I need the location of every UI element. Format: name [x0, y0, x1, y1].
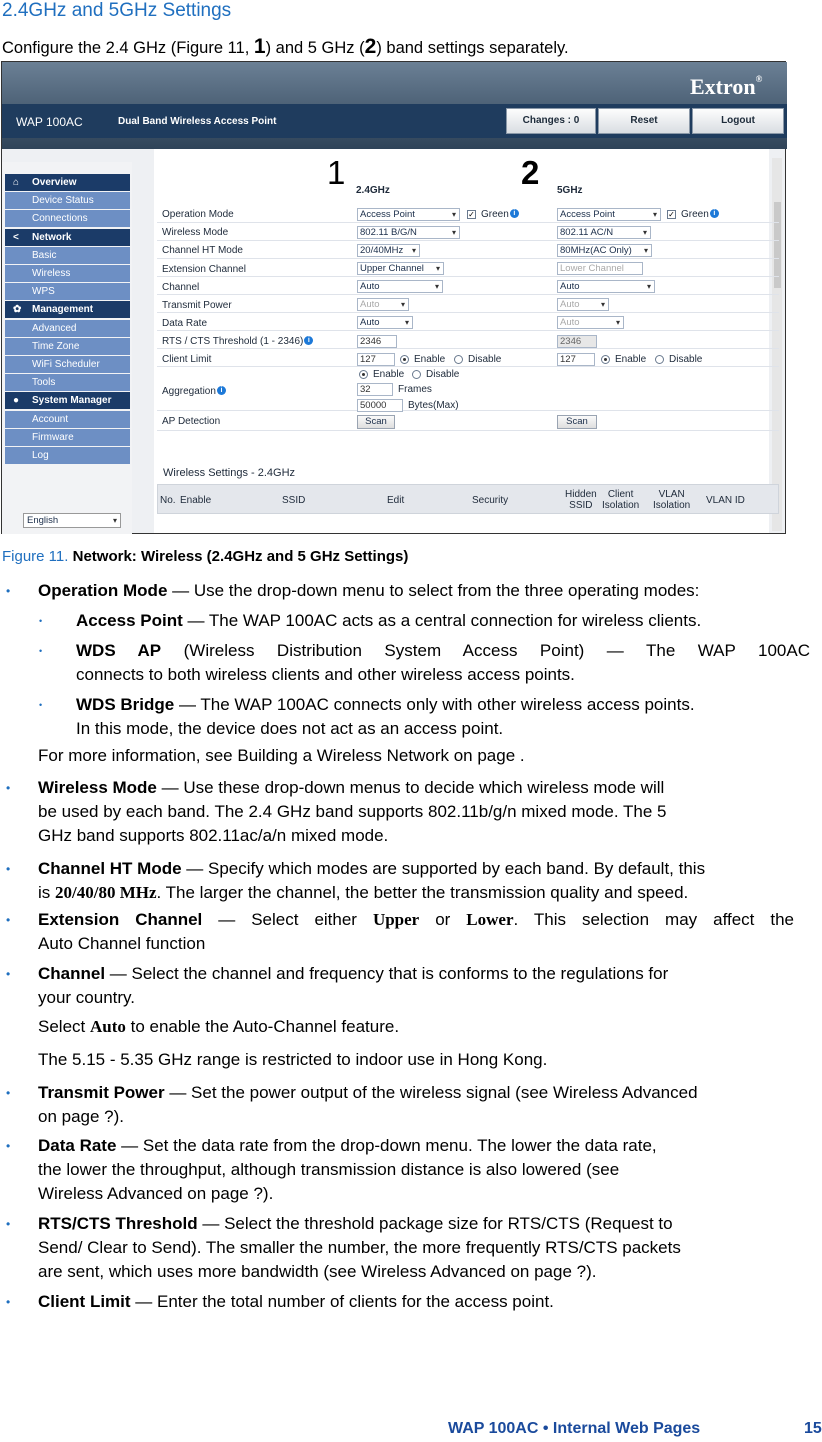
col-hidden-line2: SSID [569, 500, 593, 511]
sidebar-item[interactable] [5, 174, 130, 191]
client-limit-2g-input[interactable]: 127 [357, 353, 395, 366]
extension-channel-5g-select[interactable]: Lower Channel [557, 262, 643, 275]
col-vlan-isolation [653, 489, 690, 511]
label-channel: Channel [162, 282, 200, 293]
bullet-icon: • [6, 1295, 11, 1309]
client-limit-2g-disable-radio[interactable] [454, 355, 463, 364]
page-number: 15 [804, 1420, 822, 1437]
sidebar-item[interactable] [5, 265, 130, 282]
data-rate-2g-select[interactable]: Auto ▾ [357, 316, 413, 329]
option-upper: Upper [372, 910, 420, 929]
bullet-icon: • [6, 584, 11, 598]
text: Select [38, 1017, 90, 1036]
channel-line1 [38, 962, 820, 986]
extension-channel-line2: Auto Channel function [38, 934, 206, 953]
sidebar-item[interactable] [5, 356, 130, 373]
operation-mode-5g-select[interactable]: Access Point ▾ [557, 208, 661, 221]
sidebar-item-label: Wireless [32, 268, 71, 279]
bullet-icon: • [6, 913, 11, 927]
wireless-mode-5g-select[interactable]: 802.11 AC/N ▾ [557, 226, 651, 239]
figure-caption [2, 548, 408, 565]
sidebar-item-label: Time Zone [32, 340, 80, 352]
bullet-icon: • [6, 1217, 11, 1231]
info-icon[interactable]: i [217, 386, 226, 395]
col-client-isolation [602, 489, 639, 511]
rts-2g-input[interactable]: 2346 [357, 335, 397, 348]
band-marker-1: 1 [327, 154, 346, 191]
green-5g-checkbox[interactable]: ✓ [668, 210, 675, 219]
text: to enable the Auto-Channel feature. [125, 1017, 400, 1036]
client-limit-2g-disable-label: Disable [468, 354, 502, 365]
definition: — The WAP 100AC acts as a central connection for wireless clients. [182, 611, 702, 630]
transmit-power-2g-select[interactable]: Auto ▾ [357, 298, 409, 311]
intro-text-3: ) band settings separately. [376, 39, 569, 57]
hong-kong-note: The 5.15 - 5.35 GHz range is restricted to indoor use in Hong Kong. [38, 1050, 548, 1069]
col-client-line2: Isolation [602, 500, 640, 511]
row-divider [157, 330, 779, 331]
client-limit-5g-input[interactable]: 127 [557, 353, 595, 366]
sidebar-item[interactable] [5, 429, 130, 446]
sidebar-item-label: Account [32, 413, 69, 425]
sidebar-item-label: Basic [32, 249, 57, 261]
sidebar-item[interactable] [5, 210, 130, 227]
sidebar-item[interactable] [5, 447, 130, 464]
wireless-settings-title: Wireless Settings - 2.4GHz [163, 467, 296, 479]
bullet-icon: • [39, 616, 43, 626]
label-operation-mode: Operation Mode [162, 209, 234, 220]
scan-2g-button[interactable]: Scan [357, 415, 395, 429]
bullet-icon: • [6, 967, 11, 981]
col-vlan-line1: VLAN [658, 489, 685, 500]
caption-figure-number: Figure 11. [2, 548, 69, 565]
definition: — The WAP 100AC connects only with other wireless access points. [174, 695, 695, 714]
sidebar-item-label: Advanced [32, 322, 77, 334]
language-select[interactable]: English ▾ [23, 513, 121, 528]
term: Extension Channel [38, 910, 203, 929]
col-edit: Edit [387, 495, 405, 506]
data-rate-line3: Wireless Advanced on page ?). [38, 1184, 274, 1203]
label-aggregation-text: Aggregation [162, 386, 216, 397]
row-divider [157, 240, 779, 241]
wds-ap-line1 [76, 639, 810, 663]
product-name: WAP 100AC [16, 115, 83, 129]
term: Data Rate [38, 1136, 117, 1155]
intro-marker-2: 2 [364, 35, 377, 58]
green-2g-checkbox[interactable]: ✓ [468, 210, 475, 219]
client-limit-5g-enable-radio[interactable] [601, 355, 610, 364]
row-divider [157, 294, 779, 295]
text: or [419, 910, 467, 929]
sidebar-item[interactable] [5, 320, 130, 337]
row-divider [157, 410, 779, 411]
text: is [38, 883, 55, 902]
data-rate-line2: the lower the throughput, although transmission distance is also lowered (see [38, 1160, 620, 1179]
data-rate-5g-select[interactable]: Auto ▾ [557, 316, 624, 329]
sidebar-item[interactable] [5, 192, 130, 209]
bullet-icon: • [39, 700, 43, 710]
term: Channel HT Mode [38, 859, 182, 878]
gear-icon: ✿ [13, 304, 22, 316]
info-icon[interactable]: i [510, 209, 519, 218]
term: Access Point [76, 611, 183, 630]
sidebar-item[interactable] [5, 374, 130, 391]
label-rts-text: RTS / CTS Threshold (1 - 2346) [162, 336, 304, 347]
client-limit-2g-enable-radio[interactable] [400, 355, 409, 364]
sidebar-item-label: Firmware [32, 431, 74, 443]
more-info-text: For more information, see Building a Wireless Network on page . [38, 746, 525, 765]
sidebar-item[interactable] [5, 411, 130, 428]
label-data-rate: Data Rate [162, 318, 208, 329]
sidebar-item[interactable] [5, 229, 130, 246]
sidebar-item-label: Connections [32, 213, 88, 225]
footer-title: WAP 100AC • Internal Web Pages [448, 1420, 701, 1437]
row-divider [157, 312, 779, 313]
label-rts-threshold [162, 336, 313, 347]
sidebar-item-label: Log [32, 450, 49, 461]
sidebar-item[interactable] [5, 283, 130, 300]
sidebar-item-label: Device Status [32, 195, 94, 207]
info-icon[interactable]: i [710, 209, 719, 218]
home-icon: ⌂ [13, 177, 20, 188]
client-limit-5g-disable-radio[interactable] [655, 355, 664, 364]
sidebar-item-label: Network [32, 231, 72, 243]
data-rate-line1 [38, 1134, 820, 1158]
row-divider [157, 258, 779, 259]
aggregation-enable-label: Enable [373, 369, 405, 380]
bytes-unit-label: Bytes(Max) [408, 400, 459, 411]
col-no: No. [160, 495, 176, 506]
definition: — Select the channel and frequency that is conforms to the regulations for [105, 964, 669, 983]
client-limit-5g-enable-label: Enable [615, 354, 647, 365]
green-5g-label [681, 209, 719, 220]
wireless-mode-line1 [38, 776, 820, 800]
user-icon: ● [13, 395, 20, 407]
operation-mode-2g-select[interactable]: Access Point ▾ [357, 208, 460, 221]
channel-2g-select[interactable]: Auto ▾ [357, 280, 443, 293]
reset-button[interactable]: Reset [598, 108, 690, 134]
extension-channel-2g-select[interactable]: Upper Channel ▾ [357, 262, 444, 275]
bullet-icon: • [6, 1086, 11, 1100]
aggregation-disable-label: Disable [426, 369, 460, 380]
term: WDS Bridge [76, 695, 175, 714]
aggregation-disable-radio[interactable] [412, 370, 421, 379]
wireless-mode-2g-select[interactable]: 802.11 B/G/N ▾ [357, 226, 460, 239]
wireless-mode-line2: be used by each band. The 2.4 GHz band supports 802.11b/g/n mixed mode. The 5 [38, 802, 667, 821]
text: — Select either [202, 910, 373, 929]
row-divider [157, 366, 779, 367]
channel-ht-line2 [38, 881, 820, 905]
green-2g-text: Green [481, 209, 509, 220]
band-5g-header: 5GHz [557, 185, 583, 196]
bullet-icon: • [6, 781, 11, 795]
label-extension-channel: Extension Channel [162, 264, 246, 275]
definition: — Enter the total number of clients for the access point. [130, 1292, 554, 1311]
band-marker-2: 2 [521, 154, 540, 191]
frames-unit-label: Frames [398, 384, 432, 395]
bullet-icon: • [39, 646, 43, 656]
col-hidden-line1: Hidden [565, 489, 597, 500]
label-channel-ht-mode: Channel HT Mode [162, 245, 243, 256]
definition: — Specify which modes are supported by each band. By default, this [181, 859, 706, 878]
rts-line1 [38, 1212, 820, 1236]
green-5g-text: Green [681, 209, 709, 220]
figure-screenshot [1, 61, 786, 534]
share-icon: < [13, 231, 19, 243]
aggregation-frames-input[interactable]: 32 [357, 383, 393, 396]
scan-5g-button[interactable]: Scan [557, 415, 597, 429]
client-limit-5g-disable-label: Disable [669, 354, 703, 365]
auto-value: Auto [89, 1017, 126, 1036]
term: Transmit Power [38, 1083, 165, 1102]
caption-title: Network: Wireless (2.4GHz and 5 GHz Settings) [72, 548, 409, 565]
definition: — Set the data rate from the drop-down menu. The lower the data rate, [116, 1136, 657, 1155]
text: . This selection may affect the [513, 910, 794, 929]
term: WDS AP [76, 641, 162, 660]
channel-ht-line1 [38, 857, 820, 881]
transmit-power-line1 [38, 1081, 820, 1105]
transmit-power-line2: on page ?). [38, 1107, 125, 1126]
brand-logo [690, 74, 762, 100]
sidebar-item[interactable] [5, 247, 130, 264]
sidebar-item[interactable] [5, 338, 130, 355]
wireless-mode-line3: GHz band supports 802.11ac/a/n mixed mode. [38, 826, 389, 845]
label-ap-detection: AP Detection [162, 416, 221, 427]
wds-ap-line2: connects to both wireless clients and other wireless access points. [76, 665, 575, 684]
band-2g-header: 2.4GHz [356, 185, 390, 196]
label-wireless-mode: Wireless Mode [162, 227, 229, 238]
intro-text-1: Configure the 2.4 GHz (Figure 11, [2, 39, 254, 57]
extension-channel-line1 [38, 908, 794, 932]
brand-name: Extron [690, 74, 756, 99]
sidebar-item-label: WiFi Scheduler [32, 359, 100, 370]
sidebar-item[interactable] [5, 392, 130, 409]
rts-5g-input[interactable]: 2346 [557, 335, 597, 348]
wds-bridge-line2: In this mode, the device does not act as an access point. [76, 719, 504, 738]
sidebar-item-label: Management [32, 304, 94, 316]
section-heading: 2.4GHz and 5GHz Settings [2, 0, 232, 21]
wds-bridge-line1 [76, 693, 820, 717]
sidebar-item-label: Overview [32, 177, 77, 188]
rts-line2: Send/ Clear to Send). The smaller the number, the more frequently RTS/CTS packets [38, 1238, 681, 1257]
col-ssid: SSID [282, 495, 306, 506]
label-aggregation [162, 386, 226, 397]
definition: — Use these drop-down menus to decide which wireless mode will [156, 778, 665, 797]
term: RTS/CTS Threshold [38, 1214, 198, 1233]
row-divider [157, 348, 779, 349]
col-hidden-ssid [565, 489, 597, 511]
info-icon[interactable]: i [304, 336, 313, 345]
product-subtitle: Dual Band Wireless Access Point [118, 116, 277, 127]
definition: — Set the power output of the wireless signal (see Wireless Advanced [164, 1083, 698, 1102]
logout-button[interactable]: Logout [692, 108, 784, 134]
default-value: 20/40/80 MHz [55, 883, 157, 902]
row-divider [157, 430, 779, 431]
aggregation-bytes-input[interactable]: 50000 [357, 399, 403, 412]
transmit-power-5g-select[interactable]: Auto ▾ [557, 298, 609, 311]
term: Client Limit [38, 1292, 131, 1311]
intro-paragraph [2, 35, 569, 59]
rts-line3: are sent, which uses more bandwidth (see Wireless Advanced on page ?). [38, 1262, 597, 1281]
option-lower: Lower [466, 910, 514, 929]
intro-marker-1: 1 [253, 35, 266, 58]
label-client-limit: Client Limit [162, 354, 212, 365]
intro-text-2: ) and 5 GHz ( [265, 39, 365, 57]
row-divider [157, 276, 779, 277]
definition: — Use the drop-down menu to select from the three operating modes: [167, 581, 700, 600]
col-client-line1: Client [607, 489, 634, 500]
client-limit-2g-enable-label: Enable [414, 354, 446, 365]
definition: — Select the threshold package size for RTS/CTS (Request to [197, 1214, 673, 1233]
row-divider [157, 222, 779, 223]
col-vlan-id: VLAN ID [706, 495, 745, 506]
green-2g-label [481, 209, 519, 220]
definition: (Wireless Distribution System Access Point) — The WAP 100AC [183, 641, 810, 660]
channel-ht-2g-select[interactable]: 20/40MHz ▾ [357, 244, 420, 257]
bullet-icon: • [6, 862, 11, 876]
term: Wireless Mode [38, 778, 157, 797]
col-security: Security [472, 495, 509, 506]
term: Channel [38, 964, 106, 983]
bullet-icon: • [6, 1139, 11, 1153]
changes-button[interactable]: Changes : 0 [506, 108, 596, 134]
text: . The larger the channel, the better the transmission quality and speed. [156, 883, 689, 902]
aggregation-enable-radio[interactable] [359, 370, 368, 379]
sidebar-item-label: WPS [32, 286, 55, 298]
sidebar-item[interactable] [5, 301, 130, 318]
sidebar-item-label: Tools [32, 377, 56, 389]
channel-line2: your country. [38, 988, 136, 1007]
label-transmit-power: Transmit Power [162, 300, 232, 311]
term: Operation Mode [38, 581, 168, 600]
sidebar-item-label: System Manager [32, 395, 112, 407]
channel-5g-select[interactable]: Auto ▾ [557, 280, 655, 293]
channel-ht-5g-select[interactable]: 80MHz(AC Only) ▾ [557, 244, 652, 257]
col-vlan-line2: Isolation [653, 500, 691, 511]
col-enable: Enable [180, 495, 212, 506]
brand-mark: ® [755, 74, 763, 84]
